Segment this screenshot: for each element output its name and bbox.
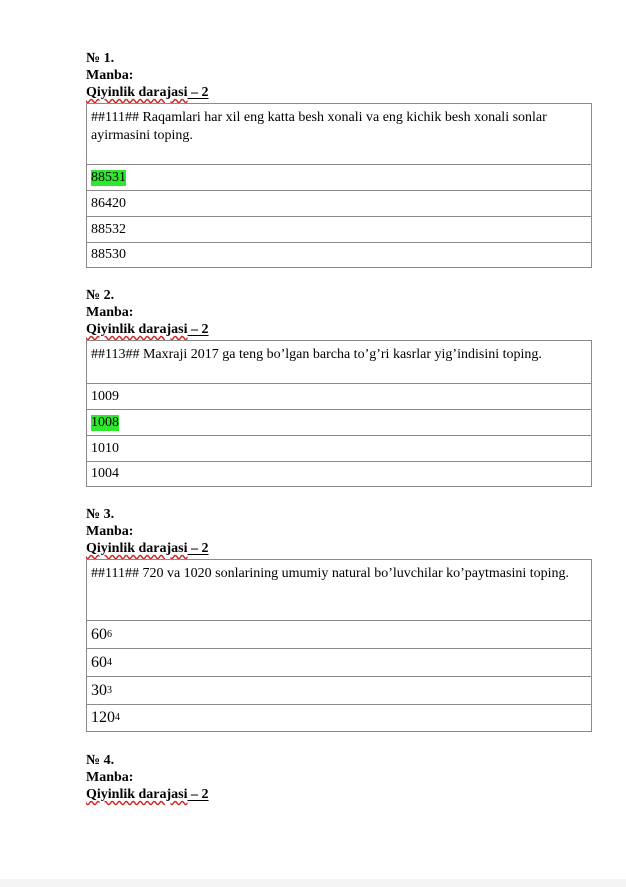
q1-option-a-text: 88531 — [91, 169, 126, 185]
q3-option-a-base: 60 — [91, 625, 107, 643]
q1-table — [86, 103, 592, 268]
q1-difficulty — [86, 85, 209, 101]
q2-source: Manba: — [86, 305, 134, 320]
q1-option-d[interactable] — [87, 242, 591, 267]
q3-option-d[interactable]: 120 4 — [87, 704, 591, 731]
q1-option-d-text: 88530 — [91, 247, 126, 262]
q3-difficulty-label: Qiyinlik darajasi — [86, 541, 188, 556]
q2-number: № 2. — [86, 288, 115, 303]
q1-option-a[interactable] — [87, 164, 591, 190]
q3-number: № 3. — [86, 507, 115, 522]
page-bottom-edge — [0, 879, 626, 887]
q1-option-c[interactable] — [87, 216, 591, 242]
q3-difficulty — [86, 541, 209, 557]
q3-option-b[interactable]: 60 4 — [87, 648, 591, 676]
q2-option-c[interactable] — [87, 435, 591, 461]
q3-difficulty-value: – 2 — [187, 541, 209, 556]
q3-option-d-base: 120 — [91, 709, 115, 726]
q3-option-a[interactable]: 60 6 — [87, 620, 591, 648]
q2-difficulty — [86, 322, 209, 338]
q2-option-b-text: 1008 — [91, 414, 119, 430]
q1-number: № 1. — [86, 51, 115, 66]
q3-source: Manba: — [86, 524, 134, 539]
q1-question-text: ##111## Raqamlari har xil eng katta besh xonali va eng kichik besh xonali sonlar ayirmasini toping. — [91, 110, 547, 143]
q4-difficulty-value: – 2 — [187, 787, 209, 802]
q2-difficulty-label: Qiyinlik darajasi — [86, 322, 188, 337]
q3-question-text: ##111## 720 va 1020 sonlarining umumiy natural bo’luvchilar ko’paytmasini toping. — [91, 566, 570, 581]
q4-difficulty — [86, 787, 209, 803]
q2-table — [86, 340, 592, 487]
q1-source: Manba: — [86, 68, 134, 83]
q3-table — [86, 559, 592, 732]
q2-option-b[interactable] — [87, 409, 591, 435]
q4-difficulty-label: Qiyinlik darajasi — [86, 787, 188, 802]
q3-option-c-base: 30 — [91, 681, 107, 699]
q1-option-b[interactable] — [87, 190, 591, 216]
q1-option-b-text: 86420 — [91, 195, 126, 211]
q3-option-c[interactable]: 30 3 — [87, 676, 591, 704]
q1-difficulty-label: Qiyinlik darajasi — [86, 85, 188, 100]
q4-source: Manba: — [86, 770, 134, 785]
q2-option-d-text: 1004 — [91, 466, 119, 481]
q3-option-b-base: 60 — [91, 653, 107, 671]
q2-option-d[interactable] — [87, 461, 591, 486]
q1-option-c-text: 88532 — [91, 221, 126, 237]
q2-option-c-text: 1010 — [91, 440, 119, 456]
q1-difficulty-value: – 2 — [187, 85, 209, 100]
q2-option-a-text: 1009 — [91, 388, 119, 404]
q4-number: № 4. — [86, 753, 115, 768]
q2-question-text: ##113## Maxraji 2017 ga teng bo’lgan barcha to’g’ri kasrlar yig’indisini toping. — [91, 347, 542, 362]
q2-option-a[interactable] — [87, 383, 591, 409]
q2-difficulty-value: – 2 — [187, 322, 209, 337]
